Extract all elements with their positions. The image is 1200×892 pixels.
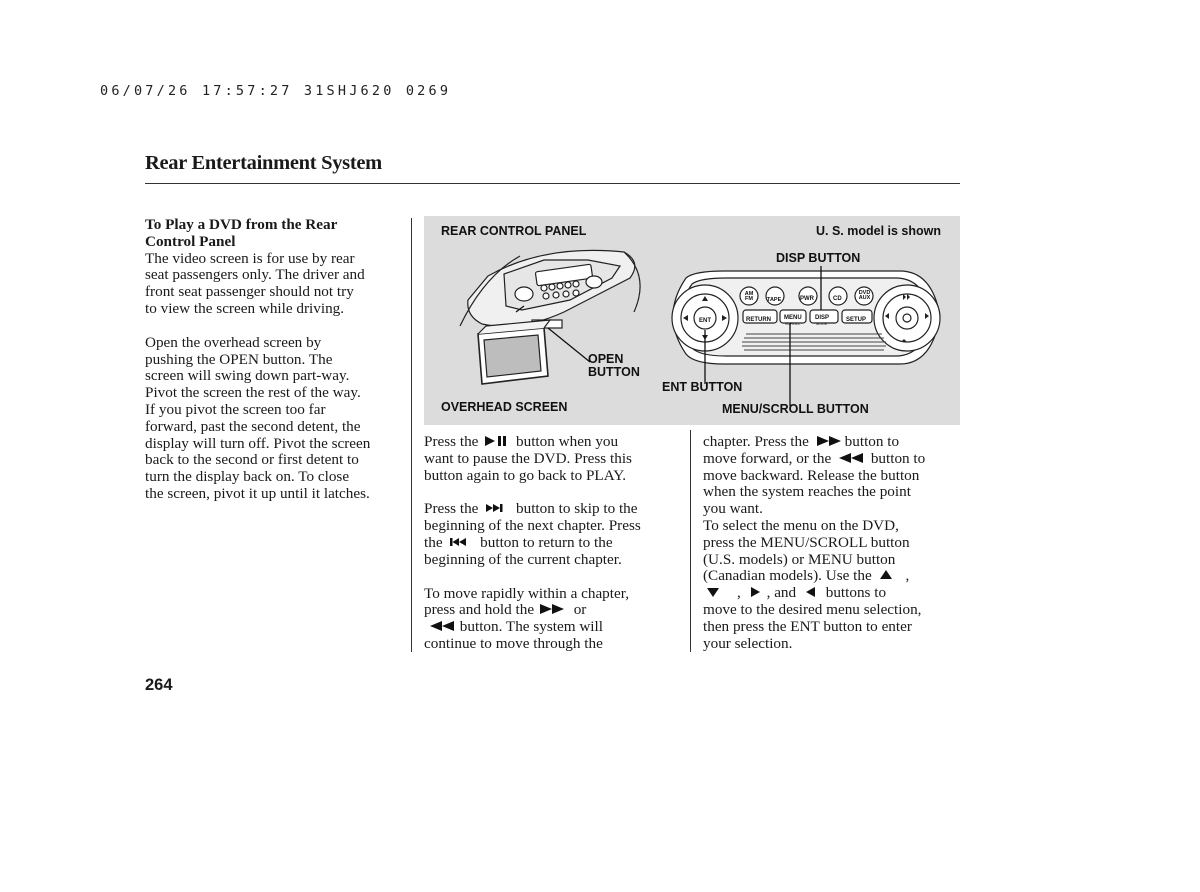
text-fragment: button to — [844, 433, 900, 450]
rewind-icon — [424, 620, 456, 632]
panel-label-tape: TAPE — [767, 297, 782, 303]
subsection-heading-line1: To Play a DVD from the Rear — [145, 216, 338, 233]
left-arrow-icon — [800, 586, 822, 598]
text-fragment: Press the — [424, 433, 479, 450]
text-line — [703, 568, 961, 585]
text-line — [703, 585, 961, 602]
fast-forward-icon — [813, 435, 845, 447]
panel-label-cd: CD — [833, 296, 842, 302]
text-fragment: button when you — [516, 433, 619, 450]
text-line: button again to go back to PLAY. — [424, 466, 627, 484]
text-line: want to pause the DVD. Press this — [424, 449, 632, 467]
text-fragment: (Canadian models). Use the — [703, 567, 872, 585]
text-line — [703, 434, 961, 451]
text-line: press the MENU/SCROLL button — [703, 533, 910, 551]
label-model-shown: U. S. model is shown — [816, 224, 942, 238]
text-line: beginning of the next chapter. Press — [424, 517, 641, 535]
column-divider-2 — [690, 430, 691, 652]
panel-label-dvd-aux: DVD AUX — [858, 290, 871, 301]
label-menu-scroll-button: MENU/SCROLL BUTTON — [722, 402, 869, 416]
control-panel-drawing — [672, 271, 940, 364]
label-open-button-line1: OPEN — [588, 352, 624, 366]
title-rule — [145, 183, 960, 184]
text-fragment: buttons to — [825, 584, 887, 602]
page-number: 264 — [145, 676, 173, 694]
text-line — [703, 451, 961, 468]
panel-label-disp-sub: MODE — [816, 322, 828, 326]
text-line: move to the desired menu selection, — [703, 600, 922, 618]
text-line: Open the overhead screen by — [145, 333, 322, 351]
text-fragment: press and hold the — [424, 601, 535, 619]
text-line: Pivot the screen the rest of the way. — [145, 384, 361, 402]
play-pause-icon — [482, 435, 512, 447]
text-line: you want. — [703, 500, 763, 518]
text-line: when the system reaches the point — [703, 483, 911, 501]
text-fragment: the — [424, 533, 443, 551]
text-line: the screen, pivot it up until it latches. — [145, 484, 370, 502]
page-title: Rear Entertainment System — [145, 152, 382, 174]
label-rear-control-panel: REAR CONTROL PANEL — [441, 224, 587, 238]
text-fragment: chapter. Press the — [703, 433, 809, 450]
text-line: to view the screen while driving. — [145, 299, 345, 317]
label-open-button-line2: BUTTON — [588, 365, 640, 379]
label-disp-button: DISP BUTTON — [776, 251, 861, 265]
text-line: back to the second or first detent to — [145, 451, 359, 469]
right-column — [703, 434, 961, 652]
up-arrow-icon — [876, 569, 906, 581]
column-divider-1 — [411, 218, 412, 652]
right-arrow-icon — [745, 586, 767, 598]
text-fragment: move forward, or the — [703, 449, 832, 467]
panel-label-disp: DISP — [815, 315, 830, 321]
text-fragment: button. The system will — [459, 618, 603, 636]
print-stamp: 06/07/26 17:57:27 31SHJ620 0269 — [100, 83, 452, 99]
rear-control-panel-figure — [424, 216, 960, 425]
text-fragment: button to return to the — [480, 533, 613, 551]
panel-label-menu-sub: SCROLL — [785, 322, 801, 326]
text-fragment: , and — [766, 584, 797, 602]
panel-label-am-fm: AM FM — [744, 291, 754, 302]
text-fragment: , — [905, 567, 910, 585]
text-line: then press the ENT button to enter — [703, 617, 912, 635]
down-arrow-icon — [703, 586, 737, 598]
text-line: If you pivot the screen too far — [145, 400, 326, 418]
label-overhead-screen: OVERHEAD SCREEN — [441, 400, 568, 414]
text-line: display will turn off. Pivot the screen — [145, 434, 371, 452]
panel-label-setup: SETUP — [846, 317, 867, 323]
text-fragment: Press the — [424, 500, 479, 518]
text-line — [424, 619, 686, 636]
text-line: The video screen is for use by rear — [145, 249, 355, 267]
panel-label-pwr: PWR — [800, 296, 814, 302]
left-column — [145, 217, 407, 503]
text-line: pushing the OPEN button. The — [145, 350, 333, 368]
text-line: forward, past the second detent, the — [145, 417, 361, 435]
text-line: To move rapidly within a chapter, — [424, 584, 629, 602]
rewind-icon — [835, 452, 867, 464]
text-line: seat passengers only. The driver and — [145, 266, 365, 284]
text-line: front seat passenger should not try — [145, 283, 354, 301]
text-line: To select the menu on the DVD, — [703, 516, 899, 534]
text-line — [424, 434, 686, 451]
text-line — [424, 501, 686, 518]
label-ent-button: ENT BUTTON — [662, 380, 743, 394]
text-line: turn the display back on. To close — [145, 468, 350, 486]
text-line: continue to move through the — [424, 634, 603, 652]
text-line: screen will swing down part-way. — [145, 367, 350, 385]
text-line: (U.S. models) or MENU button — [703, 550, 896, 568]
fast-forward-icon — [538, 603, 570, 615]
text-line: move backward. Release the button — [703, 466, 920, 484]
text-fragment: button to — [870, 449, 926, 467]
panel-label-ent: ENT — [699, 318, 711, 324]
subsection-heading-line2: Control Panel — [145, 232, 236, 250]
skip-forward-icon — [482, 502, 512, 514]
skip-back-icon — [446, 536, 476, 548]
text-fragment: or — [573, 601, 587, 619]
text-fragment: button to skip to the — [516, 500, 638, 518]
text-fragment: , — [737, 584, 741, 602]
panel-label-return: RETURN — [746, 317, 771, 323]
middle-column — [424, 434, 686, 653]
text-line: beginning of the current chapter. — [424, 550, 622, 568]
text-line — [424, 535, 686, 552]
text-line: your selection. — [703, 634, 793, 652]
text-line — [424, 602, 686, 619]
panel-label-menu: MENU — [784, 315, 802, 321]
